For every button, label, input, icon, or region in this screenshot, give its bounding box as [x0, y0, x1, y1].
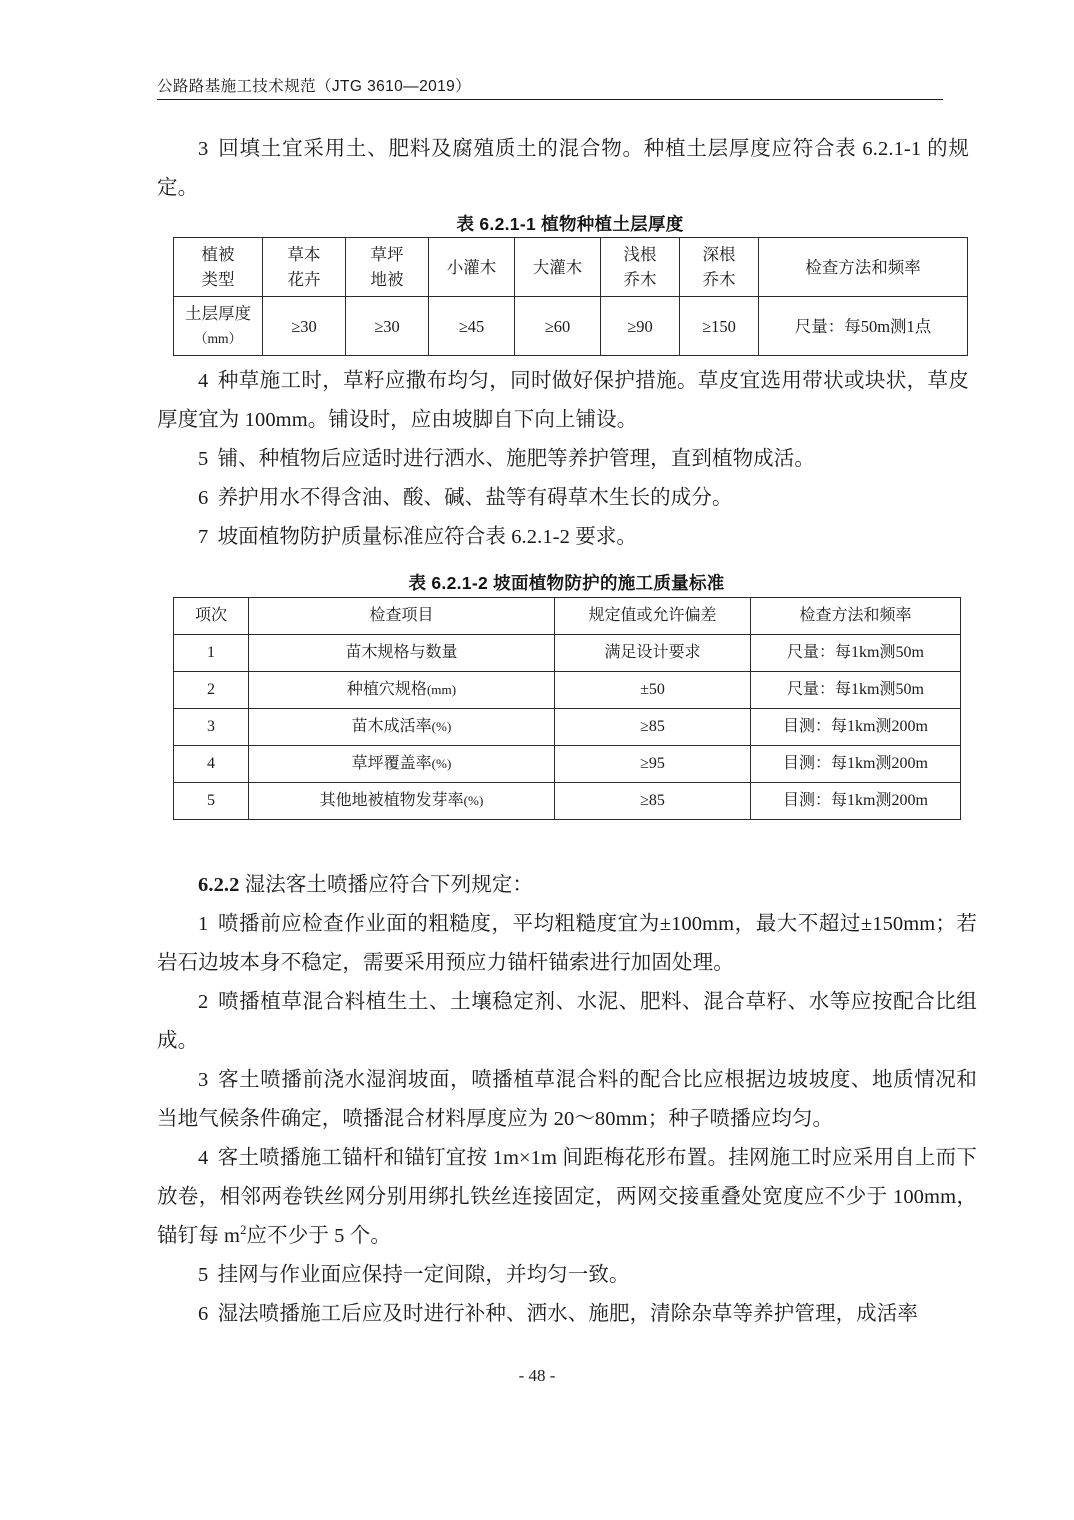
- table-2-row-2-item-unit: (%): [431, 719, 452, 734]
- table-2-row-0-item: [249, 635, 555, 672]
- table-2-row-1-no: 2: [174, 672, 249, 709]
- paragraph-622-2: [157, 983, 977, 1061]
- paragraph-6-number: 6: [198, 487, 209, 509]
- paragraph-6: [157, 479, 969, 518]
- table-1-header-cell-0-line2: 类型: [201, 270, 235, 289]
- table-2-slope-vegetation-quality: [173, 597, 961, 820]
- table-2-caption-wrap: [173, 570, 960, 595]
- table-2-row-4-spec: ≥85: [555, 783, 751, 820]
- table-2-row-3-method: 目测：每1km测200m: [751, 746, 961, 783]
- paragraph-7-text: 坡面植物防护质量标准应符合表 6.2.1-2 要求。: [217, 526, 638, 548]
- table-1-plant-soil-thickness: [173, 237, 968, 356]
- paragraph-4: [157, 362, 969, 440]
- paragraph-5-text: 铺、种植物后应适时进行洒水、施肥等养护管理，直到植物成活。: [217, 448, 815, 470]
- paragraph-5: [157, 440, 969, 479]
- table-1-header-cell-2-line1: 草坪: [370, 245, 404, 264]
- table-1-value-2: ≥45: [429, 297, 515, 356]
- table-1-header-cell-2: [346, 238, 429, 297]
- table-2-wrap: [173, 597, 961, 820]
- table-1-header-cell-4-line1: 大灌木: [532, 257, 583, 277]
- table-row: [174, 598, 961, 635]
- table-2-row-3-spec: ≥95: [555, 746, 751, 783]
- table-2-row-1-spec: ±50: [555, 672, 751, 709]
- paragraph-622-5-number: 5: [198, 1264, 209, 1286]
- table-2-row-4-item: [249, 783, 555, 820]
- table-1-row-label: [174, 297, 263, 356]
- running-header-title: 公路路基施工技术规范（JTG 3610—2019）: [157, 78, 472, 95]
- table-1-header-cell-1-line1: 草本: [287, 245, 321, 264]
- paragraph-7: [157, 518, 969, 557]
- section-622-heading: [157, 866, 977, 905]
- section-622-title: 湿法客土喷播应符合下列规定：: [244, 874, 534, 896]
- table-2-col-header-1: 检查项目: [249, 598, 555, 635]
- table-1-caption-wrap: [173, 211, 967, 236]
- table-1-wrap: [173, 237, 968, 356]
- table-2-row-1-item: [249, 672, 555, 709]
- paragraph-3: [157, 130, 969, 208]
- table-row: [174, 238, 968, 297]
- paragraph-622-6-number: 6: [198, 1303, 209, 1325]
- table-2-row-4-no: 5: [174, 783, 249, 820]
- paragraph-5-number: 5: [198, 448, 209, 470]
- paragraph-3-block: [157, 130, 969, 208]
- table-1-method: 尺量：每50m测1点: [759, 297, 968, 356]
- table-2-row-1-item-unit: (mm): [426, 682, 457, 697]
- paragraph-622-4-number: 4: [198, 1147, 209, 1169]
- paragraph-3-number: 3: [198, 138, 209, 160]
- table-2-col-header-3: 检查方法和频率: [751, 598, 961, 635]
- paragraph-622-2-number: 2: [198, 991, 209, 1013]
- paragraph-622-2-text: 喷播植草混合料植生土、土壤稳定剂、水泥、肥料、混合草籽、水等应按配合比组成。: [157, 991, 977, 1052]
- table-1-header-cell-6-line2: 乔木: [702, 270, 736, 289]
- table-1-header-cell-6: [680, 238, 759, 297]
- table-row: [174, 635, 961, 672]
- table-1-header-cell-0-line1: 植被: [201, 245, 235, 264]
- table-2-row-1-item-text: 种植穴规格: [346, 681, 427, 698]
- page-footer: [0, 1366, 1074, 1386]
- paragraph-622-6-text: 湿法喷播施工后应及时进行补种、洒水、施肥，清除杂草等养护管理，成活率: [217, 1303, 918, 1325]
- table-1-caption: 表 6.2.1-1 植物种植土层厚度: [456, 214, 684, 234]
- paragraph-622-4: [157, 1139, 977, 1256]
- table-1-header-cell-2-line2: 地被: [370, 270, 404, 289]
- running-header: [157, 74, 957, 96]
- table-2-row-2-method: 目测：每1km测200m: [751, 709, 961, 746]
- paragraph-4-text: 种草施工时，草籽应撒布均匀，同时做好保护措施。草皮宜选用带状或块状，草皮厚度宜为 100mm。铺设时，应由坡脚自下向上铺设。: [157, 370, 969, 431]
- paragraph-622-4-text-a: 客土喷播施工锚杆和锚钉宜按 1m×1m 间距梅花形布置。挂网施工时应采用自上而下放卷，相邻两卷铁丝网分别用绑扎铁丝连接固定，两网交接重叠处宽度应不少于 100mm，锚钉每 m: [157, 1147, 977, 1247]
- table-1-value-0: ≥30: [263, 297, 346, 356]
- table-2-row-3-item: [249, 746, 555, 783]
- table-1-value-3: ≥60: [515, 297, 601, 356]
- paragraphs-4-7-block: [157, 362, 969, 557]
- table-1-header-cell-4: [515, 238, 601, 297]
- table-1-header-cell-7: 检查方法和频率: [759, 238, 968, 297]
- paragraph-622-6: [157, 1295, 977, 1334]
- table-1-header-cell-5: [601, 238, 680, 297]
- paragraph-622-5-text: 挂网与作业面应保持一定间隙，并均匀一致。: [217, 1264, 630, 1286]
- paragraph-4-number: 4: [198, 370, 209, 392]
- paragraph-622-3: [157, 1061, 977, 1139]
- table-1-row-label-line1: 土层厚度: [185, 304, 251, 323]
- paragraph-622-5: [157, 1256, 977, 1295]
- table-1-header-cell-1-line2: 花卉: [287, 270, 321, 289]
- table-1-value-1: ≥30: [346, 297, 429, 356]
- table-2-col-header-2: 规定值或允许偏差: [555, 598, 751, 635]
- table-2-row-3-item-unit: (%): [431, 756, 452, 771]
- section-622-label: 6.2.2: [198, 874, 240, 896]
- table-2-row-0-no: 1: [174, 635, 249, 672]
- table-1-header-cell-0: [174, 238, 263, 297]
- paragraph-622-1-text: 喷播前应检查作业面的粗糙度，平均粗糙度宜为±100mm，最大不超过±150mm；若岩石边坡本身不稳定，需要采用预应力锚杆锚索进行加固处理。: [157, 913, 977, 974]
- section-622-block: [157, 866, 977, 1334]
- table-2-row-0-method: 尺量：每1km测50m: [751, 635, 961, 672]
- table-2-row-4-method: 目测：每1km测200m: [751, 783, 961, 820]
- table-1-row-label-line2: （mm）: [193, 331, 243, 346]
- table-1-value-4: ≥90: [601, 297, 680, 356]
- paragraph-622-1-number: 1: [198, 913, 209, 935]
- table-1-header-cell-6-line1: 深根: [702, 245, 736, 264]
- table-2-row-3-item-text: 草坪覆盖率: [351, 755, 432, 772]
- paragraph-622-3-text: 客土喷播前浇水湿润坡面，喷播植草混合料的配合比应根据边坡坡度、地质情况和当地气候条件确定，喷播混合材料厚度应为 20～80mm；种子喷播应均匀。: [157, 1069, 977, 1130]
- paragraph-3-text: 回填土宜采用土、肥料及腐殖质土的混合物。种植土层厚度应符合表 6.2.1-1 的规定。: [157, 138, 969, 199]
- table-row: [174, 672, 961, 709]
- table-2-row-4-item-unit: (%): [463, 793, 484, 808]
- page-number: - 48 -: [518, 1366, 556, 1385]
- table-2-col-header-0: 项次: [174, 598, 249, 635]
- table-2-row-1-method: 尺量：每1km测50m: [751, 672, 961, 709]
- paragraph-622-1: [157, 905, 977, 983]
- table-2-row-4-item-text: 其他地被植物发芽率: [319, 792, 464, 809]
- table-row: [174, 297, 968, 356]
- table-row: [174, 709, 961, 746]
- table-1-header-cell-5-line1: 浅根: [623, 245, 657, 264]
- paragraph-622-3-number: 3: [198, 1069, 209, 1091]
- table-1-header-cell-1: [263, 238, 346, 297]
- table-1-value-5: ≥150: [680, 297, 759, 356]
- table-1-header-cell-3: [429, 238, 515, 297]
- table-2-row-2-no: 3: [174, 709, 249, 746]
- header-divider-rule: [157, 99, 943, 100]
- table-2-row-0-spec: 满足设计要求: [555, 635, 751, 672]
- table-2-row-2-spec: ≥85: [555, 709, 751, 746]
- table-2-row-0-item-text: 苗木规格与数量: [345, 644, 458, 661]
- table-2-row-3-no: 4: [174, 746, 249, 783]
- table-2-row-2-item-text: 苗木成活率: [351, 718, 432, 735]
- table-2-caption: 表 6.2.1-2 坡面植物防护的施工质量标准: [408, 573, 725, 593]
- paragraph-622-4-superscript: 2: [240, 1223, 247, 1238]
- table-2-row-2-item: [249, 709, 555, 746]
- table-1-header-cell-5-line2: 乔木: [623, 270, 657, 289]
- table-row: [174, 746, 961, 783]
- table-row: [174, 783, 961, 820]
- paragraph-622-4-text-b: 应不少于 5 个。: [246, 1225, 391, 1247]
- table-1-header-cell-3-line1: 小灌木: [446, 257, 497, 277]
- paragraph-7-number: 7: [198, 526, 209, 548]
- paragraph-6-text: 养护用水不得含油、酸、碱、盐等有碍草木生长的成分。: [217, 487, 733, 509]
